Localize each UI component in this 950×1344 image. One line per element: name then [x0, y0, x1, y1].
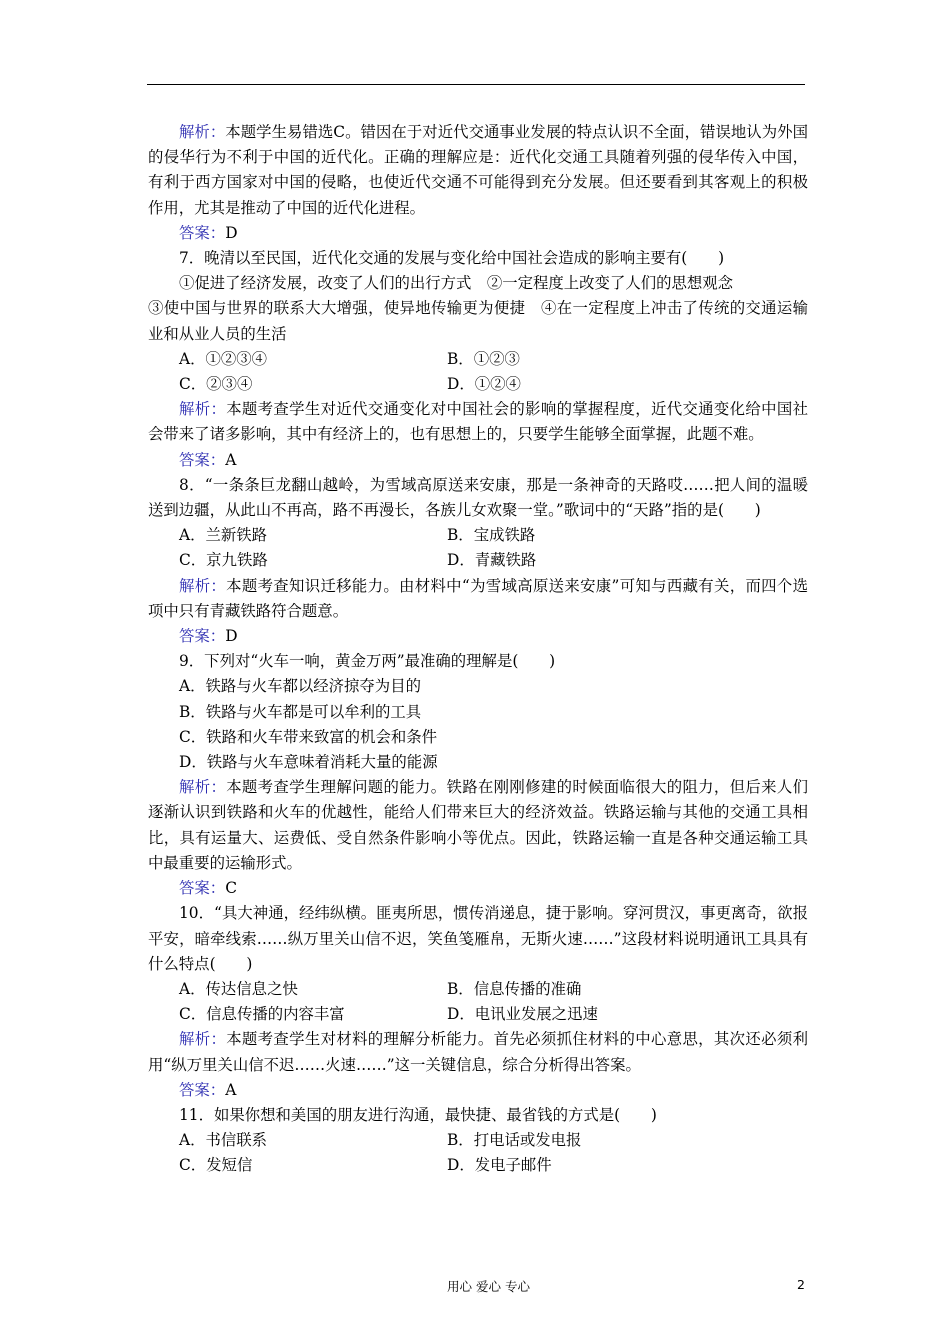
explanation-label: 解析：	[179, 400, 227, 419]
option-right: B．打电话或发电报	[447, 1131, 582, 1150]
explanation-label: 解析：	[179, 576, 227, 595]
option-right: B．信息传播的准确	[447, 979, 582, 998]
option-left: C．②③④	[179, 375, 253, 394]
answer-label: 答案：	[179, 450, 226, 469]
answer-label: 答案：	[179, 223, 226, 242]
question-stem: 7．晚清以至民国，近代化交通的发展与变化给中国社会造成的影响主要有( )	[179, 249, 725, 268]
explanation-paragraph	[148, 397, 808, 447]
option-right: D．电讯业发展之迅速	[447, 1005, 598, 1024]
option-line: D．铁路与火车意味着消耗大量的能源	[179, 753, 438, 772]
option-row	[148, 372, 808, 397]
answer-line	[148, 624, 808, 649]
explanation-text: 本题考查学生对材料的理解分析能力。首先必须抓住材料的中心意思，其次还必须利用“纵万里关山信不迟……火速……”这一关键信息，综合分析得出答案。	[148, 1030, 808, 1074]
option-right: D．①②④	[447, 375, 521, 394]
header-rule	[147, 84, 805, 85]
option-line: C．铁路和火车带来致富的机会和条件	[179, 727, 438, 746]
explanation-paragraph	[148, 574, 808, 624]
option-line: B．铁路与火车都是可以牟利的工具	[179, 702, 422, 721]
option-left: A．书信联系	[179, 1131, 268, 1150]
option-row	[148, 1128, 808, 1153]
statement-line: ①促进了经济发展，改变了人们的出行方式 ②一定程度上改变了人们的思想观念	[179, 274, 734, 293]
option-left: C．发短信	[179, 1156, 253, 1175]
option-row	[148, 1002, 808, 1027]
option-row	[148, 977, 808, 1002]
option-row	[148, 523, 808, 548]
option-row	[148, 347, 808, 372]
explanation-paragraph	[148, 120, 808, 221]
explanation-text: 本题考查学生对近代交通变化对中国社会的影响的掌握程度，近代交通变化给中国社会带来了诸多影响，其中有经济上的，也有思想上的，只要学生能够全面掌握，此题不难。	[148, 400, 808, 444]
answer-line	[148, 876, 808, 901]
answer-line	[148, 448, 808, 473]
question-stem: 8．“一条条巨龙翻山越岭，为雪域高原送来安康，那是一条神奇的天路哎……把人间的温暖送到边疆，从此山不再高，路不再漫长，各族儿女欢聚一堂。”歌词中的“天路”指的是( )	[148, 475, 808, 520]
option-row	[148, 548, 808, 573]
option-left: A．①②③④	[179, 349, 268, 368]
explanation-text: 本题考查学生理解问题的能力。铁路在刚刚修建的时候面临很大的阻力，但后来人们逐渐认识到铁路和火车的优越性，能给人们带来巨大的经济效益。铁路运输与其他的交通工具相比，具有运量大、运费低、受自然条件影响小等优点。因此，铁路运输一直是各种交通运输工具中最重要的运输形式。	[148, 778, 808, 872]
explanation-paragraph	[148, 1027, 808, 1077]
option-right: D．发电子邮件	[447, 1156, 552, 1175]
explanation-label: 解析：	[179, 778, 227, 797]
answer-line	[148, 1078, 808, 1103]
option-line: A．铁路与火车都以经济掠夺为目的	[179, 677, 421, 696]
option-right: D．青藏铁路	[447, 551, 537, 570]
answer-label: 答案：	[179, 1080, 226, 1099]
answer-label: 答案：	[179, 627, 226, 646]
answer-line	[148, 221, 808, 246]
answer-value: A	[225, 1080, 237, 1099]
option-left: C．京九铁路	[179, 551, 268, 570]
question-stem: 9．下列对“火车一响，黄金万两”最准确的理解是( )	[179, 652, 556, 671]
option-right: B．宝成铁路	[447, 526, 536, 545]
page-number: 2	[797, 1277, 805, 1292]
option-right: B．①②③	[447, 349, 520, 368]
answer-value: D	[225, 223, 238, 242]
answer-label: 答案：	[179, 879, 226, 898]
explanation-text: 本题考查知识迁移能力。由材料中“为雪域高原送来安康”可知与西藏有关，而四个选项中只有青藏铁路符合题意。	[148, 576, 808, 620]
option-left: A．传达信息之快	[179, 979, 298, 998]
explanation-label: 解析：	[179, 123, 226, 141]
explanation-paragraph	[148, 775, 808, 876]
answer-value: C	[225, 879, 237, 898]
question-stem: 10．“具大神通，经纬纵横。匪夷所思，惯传消递息，捷于影响。穿河贯汉，事更离奇，欲报平安，暗牵线索……纵万里关山信不迟，笑鱼笺雁帛，无斯火速……”这段材料说明通讯工具具有什么特点( )	[148, 904, 808, 973]
explanation-label: 解析：	[179, 1030, 227, 1049]
page-footer	[0, 1277, 950, 1297]
document-body	[148, 120, 808, 1179]
statement-line: ③使中国与世界的联系大大增强，使异地传输更为便捷 ④在一定程度上冲击了传统的交通运输业和从业人员的生活	[148, 299, 808, 343]
option-row	[148, 1153, 808, 1178]
question-stem: 11．如果你想和美国的朋友进行沟通，最快捷、最省钱的方式是( )	[179, 1105, 657, 1124]
explanation-text: 本题学生易错选C。错因在于对近代交通事业发展的特点认识不全面，错误地认为外国的侵华行为不利于中国的近代化。正确的理解应是：近代化交通工具随着列强的侵华传入中国，有利于西方国家对中国的侵略，也使近代交通不可能得到充分发展。但还要看到其客观上的积极作用，尤其是推动了中国的近代化进程。	[148, 123, 808, 217]
footer-slogan: 用心 爱心 专心	[447, 1279, 530, 1294]
answer-value: A	[225, 450, 237, 469]
answer-value: D	[225, 627, 238, 646]
option-left: A．兰新铁路	[179, 526, 268, 545]
option-left: C．信息传播的内容丰富	[179, 1005, 345, 1024]
